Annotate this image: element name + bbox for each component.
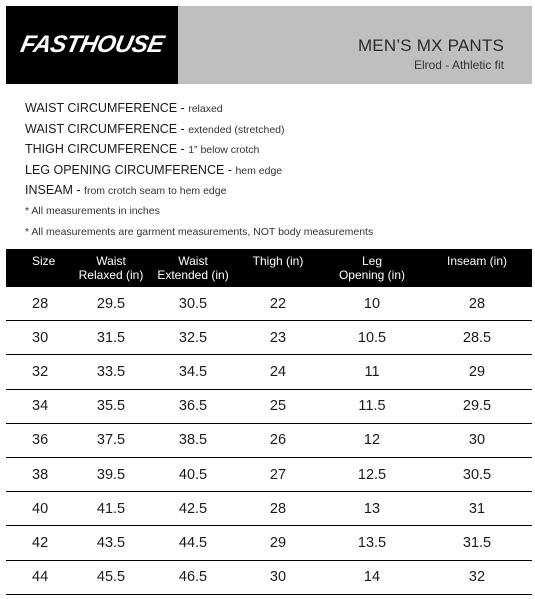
cell-thigh: 27 — [269, 466, 287, 483]
cell-thigh: 23 — [269, 329, 287, 346]
cell-inseam: 29.5 — [462, 398, 492, 415]
cell-inseam: 28.5 — [462, 329, 492, 346]
note-desc: hem edge — [235, 164, 283, 177]
cell-waist-relaxed: 35.5 — [96, 398, 126, 415]
cell-waist-relaxed: 33.5 — [96, 363, 126, 380]
cell-waist-extended: 36.5 — [178, 398, 208, 415]
cell-waist-relaxed: 43.5 — [96, 534, 126, 551]
size-chart-table — [6, 249, 532, 595]
header-line: Thigh (in) — [252, 254, 304, 268]
header-line: Leg — [361, 254, 383, 268]
cell-waist-relaxed: 45.5 — [96, 569, 126, 586]
header-line: Extended (in) — [157, 268, 229, 282]
title-panel — [178, 6, 532, 84]
note-desc: from crotch seam to hem edge — [84, 185, 227, 198]
header-line: Relaxed (in) — [78, 268, 144, 282]
note-leg-opening — [25, 160, 373, 181]
cell-waist-extended: 34.5 — [178, 363, 208, 380]
cell-waist-extended: 46.5 — [178, 569, 208, 586]
cell-size: 38 — [32, 466, 49, 483]
cell-waist-extended: 40.5 — [178, 466, 208, 483]
cell-inseam: 30 — [468, 432, 486, 449]
note-term: LEG OPENING CIRCUMFERENCE - — [25, 162, 236, 177]
header-inseam — [422, 249, 532, 287]
table-header — [6, 249, 532, 287]
header-line: Waist — [96, 254, 126, 268]
note-term: WAIST CIRCUMFERENCE - — [25, 121, 189, 136]
cell-size: 34 — [32, 398, 49, 415]
header-size — [6, 249, 70, 287]
note-desc: extended (stretched) — [188, 123, 285, 136]
cell-waist-extended: 44.5 — [178, 534, 208, 551]
note-inseam — [25, 180, 373, 201]
cell-thigh: 24 — [269, 363, 287, 380]
cell-leg-opening: 13 — [363, 500, 381, 517]
cell-waist-relaxed: 37.5 — [96, 432, 126, 449]
cell-leg-opening: 10.5 — [357, 329, 387, 346]
table-row — [6, 321, 532, 355]
brand-logo — [6, 6, 178, 84]
cell-size: 42 — [32, 534, 49, 551]
cell-thigh: 30 — [269, 569, 287, 586]
table-row — [6, 458, 532, 492]
cell-thigh: 22 — [269, 295, 287, 312]
footnote-units: * All measurements in inches — [25, 204, 160, 217]
page-subtitle: Elrod - Athletic fit — [413, 58, 504, 72]
cell-size: 36 — [32, 432, 49, 449]
cell-thigh: 25 — [269, 398, 287, 415]
header-line: Opening (in) — [338, 268, 406, 282]
note-desc: 1” below crotch — [188, 144, 260, 157]
header-banner — [6, 6, 532, 84]
cell-size: 44 — [32, 569, 49, 586]
note-waist-relaxed — [25, 98, 373, 119]
cell-leg-opening: 12 — [363, 432, 381, 449]
measurement-notes — [25, 98, 373, 242]
cell-inseam: 30.5 — [462, 466, 492, 483]
header-leg-opening — [322, 249, 422, 287]
cell-waist-relaxed: 31.5 — [96, 329, 126, 346]
cell-leg-opening: 11 — [364, 363, 380, 380]
table-row — [6, 492, 532, 526]
cell-inseam: 31.5 — [462, 534, 492, 551]
table-row — [6, 424, 532, 458]
cell-waist-extended: 38.5 — [178, 432, 208, 449]
note-term: INSEAM - — [25, 183, 85, 198]
note-term: WAIST CIRCUMFERENCE - — [25, 101, 189, 115]
table-row — [6, 526, 532, 560]
page-title: MEN’S MX PANTS — [357, 36, 504, 55]
cell-leg-opening: 14 — [363, 569, 381, 586]
cell-thigh: 26 — [269, 432, 287, 449]
cell-size: 28 — [32, 295, 49, 312]
cell-thigh: 28 — [269, 500, 287, 517]
table-row — [6, 561, 532, 595]
cell-leg-opening: 11.5 — [358, 398, 386, 415]
note-term: THIGH CIRCUMFERENCE - — [25, 142, 189, 157]
cell-size: 30 — [32, 329, 49, 346]
cell-inseam: 32 — [468, 569, 486, 586]
cell-waist-relaxed: 41.5 — [96, 500, 126, 517]
table-row — [6, 287, 532, 321]
header-waist-extended — [152, 249, 234, 287]
table-body — [6, 287, 532, 595]
cell-inseam: 29 — [468, 363, 486, 380]
footnote-garment: * All measurements are garment measurements, NOT body measurements — [25, 225, 374, 238]
cell-size: 40 — [32, 500, 49, 517]
cell-inseam: 28 — [468, 295, 486, 312]
table-row — [6, 390, 532, 424]
header-thigh — [234, 249, 322, 287]
logo-text: FASTHOUSE — [18, 31, 167, 58]
cell-waist-relaxed: 29.5 — [96, 295, 126, 312]
header-line: Waist — [178, 254, 208, 268]
note-thigh — [25, 139, 373, 160]
cell-leg-opening: 12.5 — [357, 466, 387, 483]
cell-waist-extended: 30.5 — [178, 295, 208, 312]
cell-thigh: 29 — [269, 534, 287, 551]
header-line: Inseam (in) — [446, 254, 508, 268]
cell-size: 32 — [32, 363, 49, 380]
note-waist-extended — [25, 119, 373, 140]
cell-waist-extended: 32.5 — [178, 329, 208, 346]
cell-leg-opening: 13.5 — [357, 534, 387, 551]
cell-leg-opening: 10 — [363, 295, 381, 312]
header-line: Size — [32, 254, 56, 268]
note-desc: relaxed — [188, 103, 223, 115]
table-row — [6, 355, 532, 389]
cell-inseam: 31 — [468, 500, 486, 517]
cell-waist-relaxed: 39.5 — [96, 466, 126, 483]
cell-waist-extended: 42.5 — [178, 500, 208, 517]
header-waist-relaxed — [70, 249, 152, 287]
